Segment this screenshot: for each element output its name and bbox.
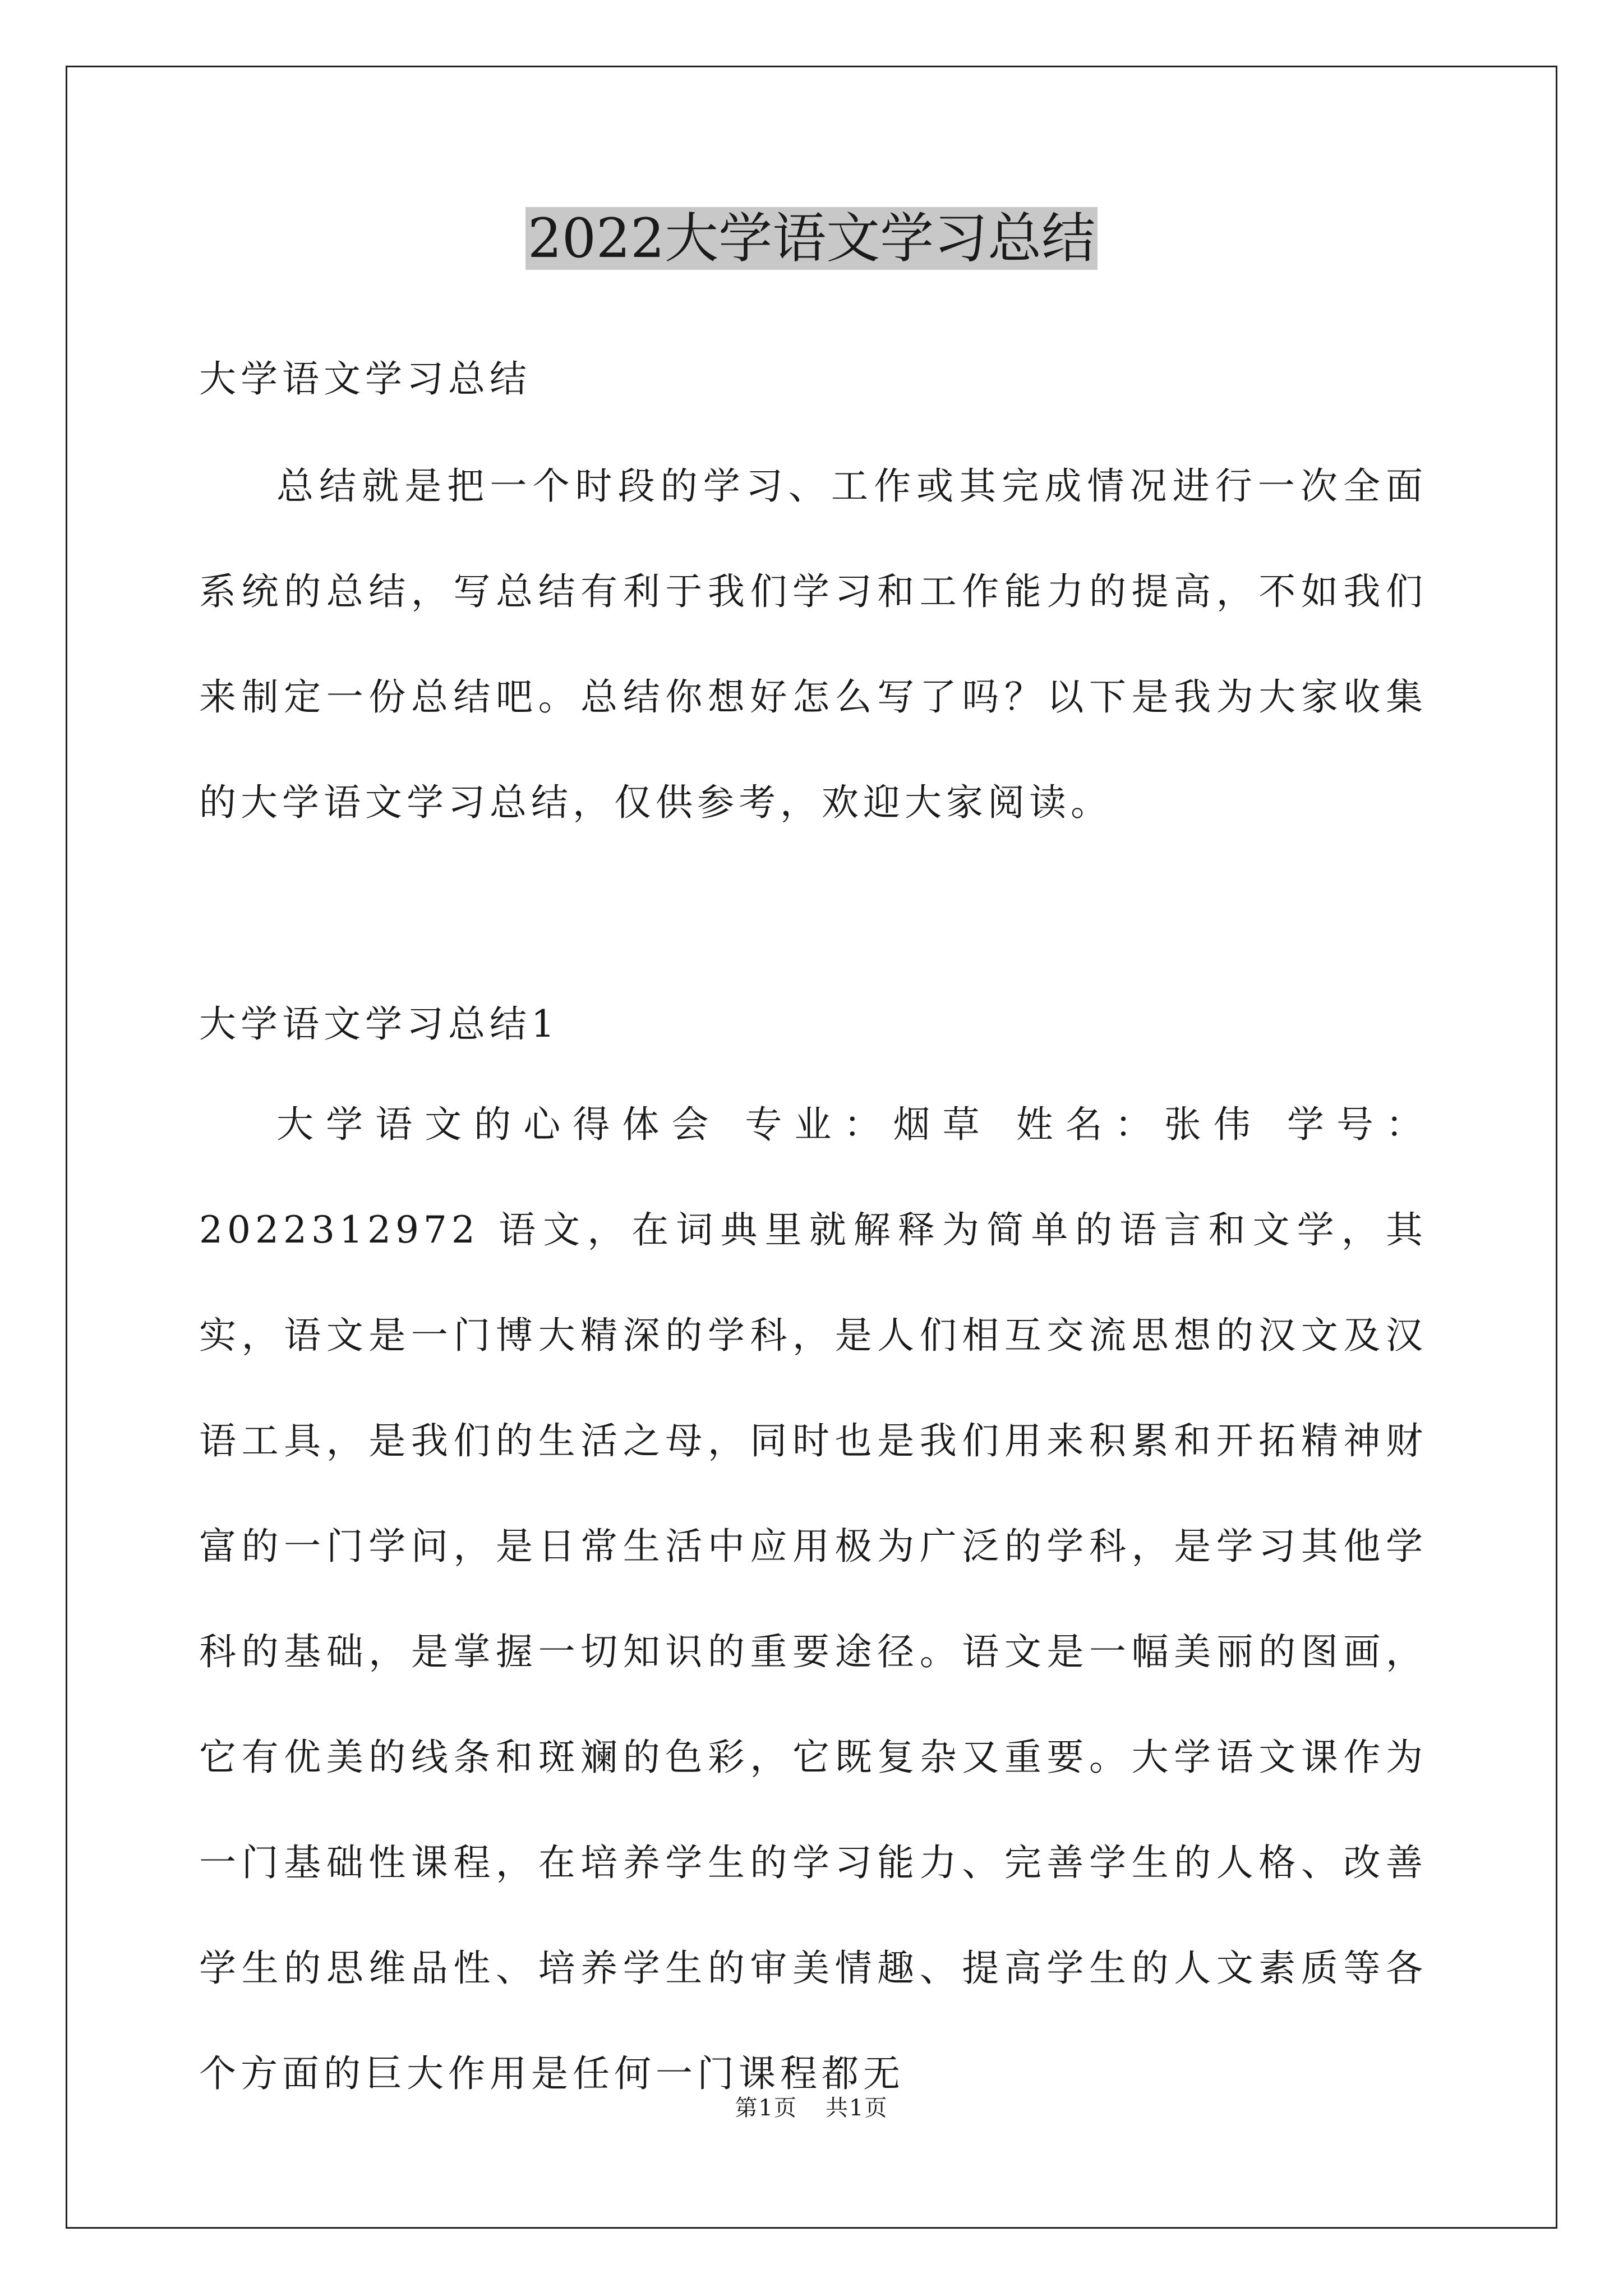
section-heading-1: 大学语文学习总结1	[199, 1002, 559, 1046]
intro-paragraph: 总结就是把一个时段的学习、工作或其完成情况进行一次全面系统的总结，写总结有利于我们学习和工作能力的提高，不如我们来制定一份总结吧。总结你想好怎么写了吗？以下是我为大家收集的大学语文学习总结，仅供参考，欢迎大家阅读。	[199, 464, 1427, 824]
section-paragraph-1: 大学语文的心得体会 专业：烟草 姓名：张伟 学号：2022312972 语文，在词典里就解释为简单的语言和文学，其实，语文是一门博大精深的学科，是人们相互交流思想的汉文及汉语工具，是我们的生活之母，同时也是我们用来积累和开拓精神财富的一门学问，是日常生活中应用极为广泛的学科，是学习其他学科的基础，是掌握一切知识的重要途径。语文是一幅美丽的图画，它有优美的线条和斑斓的色彩，它既复杂又重要。大学语文课作为一门基础性课程，在培养学生的学习能力、完善学生的人格、改善学生的思维品性、培养学生的审美情趣、提高学生的人文素质等各个方面的巨大作用是任何一门课程都无	[199, 1103, 1427, 2095]
page-number-total: 共1页	[826, 2095, 888, 2121]
document-title-text: 2022大学语文学习总结	[525, 207, 1098, 270]
document-subtitle: 大学语文学习总结	[199, 357, 531, 401]
page-number-current: 第1页	[735, 2095, 797, 2121]
page-footer	[0, 2091, 1623, 2125]
document-title	[0, 199, 1623, 278]
